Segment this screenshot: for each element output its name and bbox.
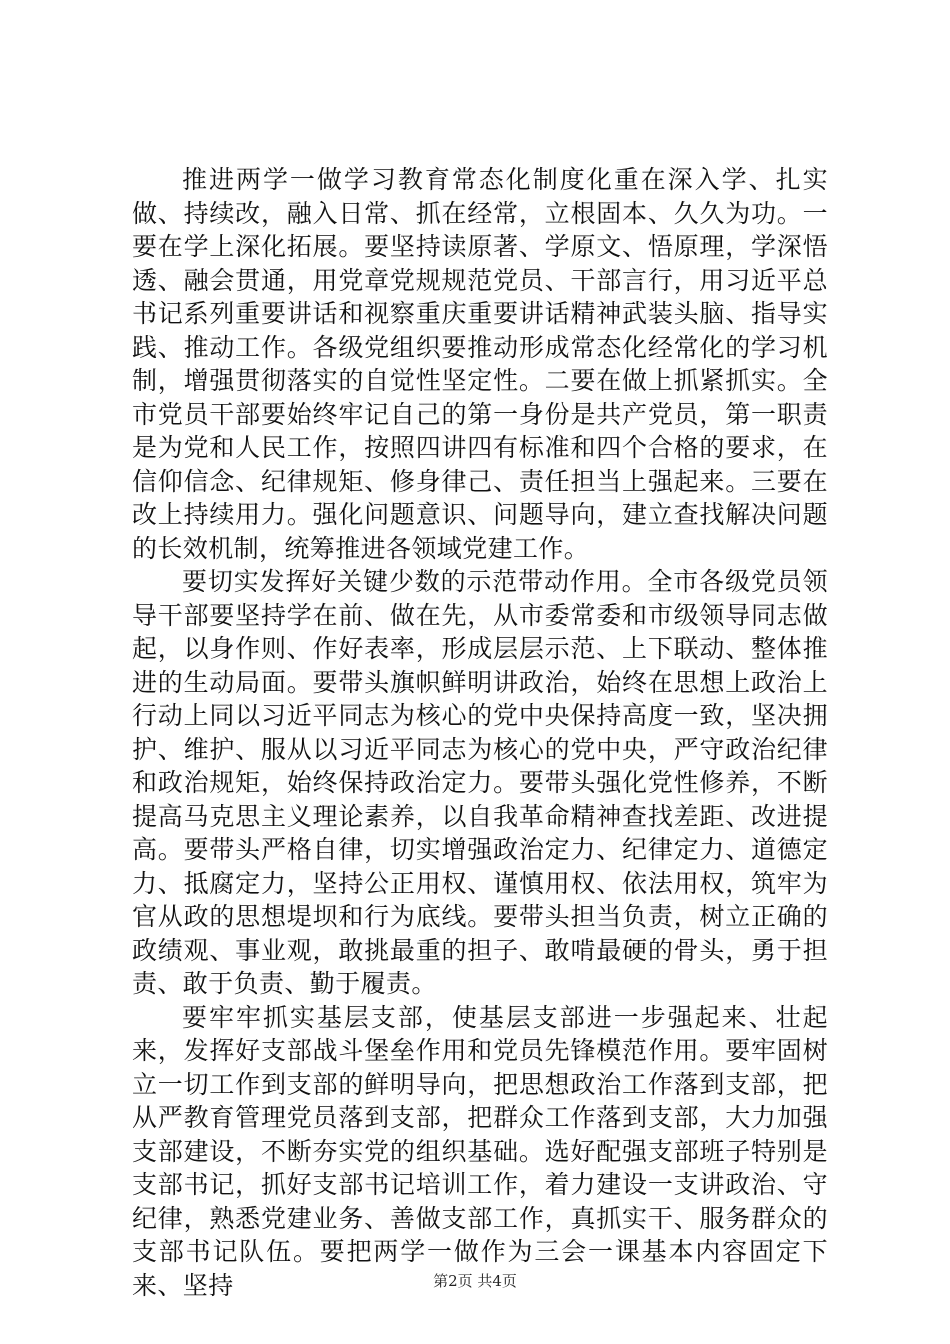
- paragraph-1: 推进两学一做学习教育常态化制度化重在深入学、扎实做、持续改，融入日常、抓在经常，立根固本、久久为功。一要在学上深化拓展。要坚持读原著、学原文、悟原理，学深悟透、融会贯通，用党章党规规范党员、干部言行，用习近平总书记系列重要讲话和视察重庆重要讲话精神武装头脑、指导实践、推动工作。各级党组织要推动形成常态化经常化的学习机制，增强贯彻落实的自觉性坚定性。二要在做上抓紧抓实。全市党员干部要始终牢记自己的第一身份是共产党员，第一职责是为党和人民工作，按照四讲四有标准和四个合格的要求，在信仰信念、纪律规矩、修身律己、责任担当上强起来。三要在改上持续用力。强化问题意识、问题导向，建立查找解决问题的长效机制，统筹推进各领域党建工作。: [132, 165, 828, 563]
- paragraph-3: 要牢牢抓实基层支部，使基层支部进一步强起来、壮起来，发挥好支部战斗堡垒作用和党员先锋模范作用。要牢固树立一切工作到支部的鲜明导向，把思想政治工作落到支部，把从严教育管理党员落到支部，把群众工作落到支部，大力加强支部建设，不断夯实党的组织基础。选好配强支部班子特别是支部书记，抓好支部书记培训工作，着力建设一支讲政治、守纪律，熟悉党建业务、善做支部工作，真抓实干、服务群众的支部书记队伍。要把两学一做作为三会一课基本内容固定下来、坚持: [132, 1002, 828, 1300]
- page-footer: 第2页 共4页: [433, 1272, 517, 1290]
- document-body: [132, 163, 828, 1302]
- paragraph-2: 要切实发挥好关键少数的示范带动作用。全市各级党员领导干部要坚持学在前、做在先，从市委常委和市级领导同志做起，以身作则、作好表率，形成层层示范、上下联动、整体推进的生动局面。要带头旗帜鲜明讲政治，始终在思想上政治上行动上同以习近平同志为核心的党中央保持高度一致，坚决拥护、维护、服从以习近平同志为核心的党中央，严守政治纪律和政治规矩，始终保持政治定力。要带头强化党性修养，不断提高马克思主义理论素养，以自我革命精神查找差距、改进提高。要带头严格自律，切实增强政治定力、纪律定力、道德定力、抵腐定力，坚持公正用权、谨慎用权、依法用权，筑牢为官从政的思想堤坝和行为底线。要带头担当负责，树立正确的政绩观、事业观，敢挑最重的担子、敢啃最硬的骨头，勇于担责、敢于负责、勤于履责。: [132, 567, 828, 998]
